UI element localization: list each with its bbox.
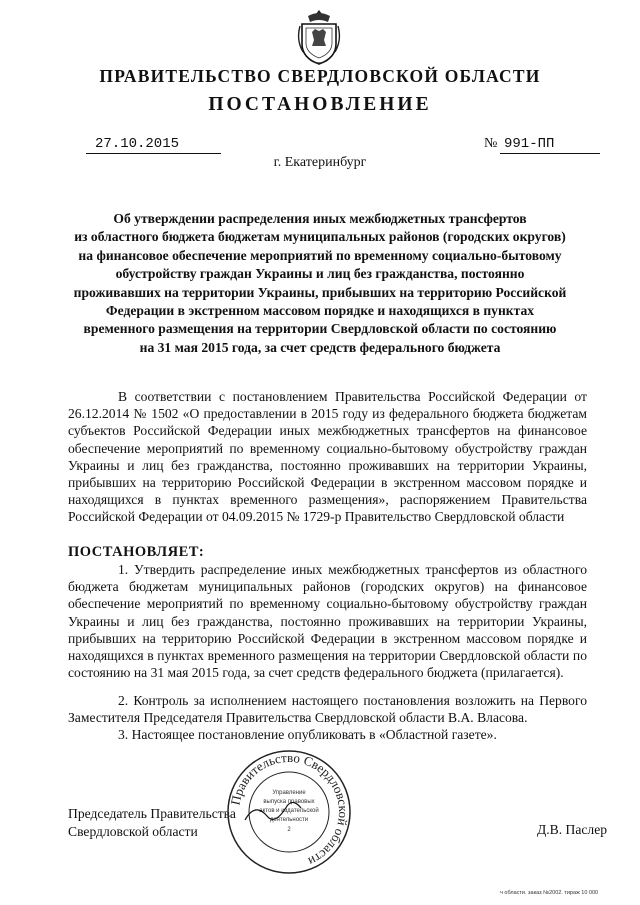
document-type: ПОСТАНОВЛЕНИЕ xyxy=(208,94,432,115)
coat-of-arms-emblem xyxy=(296,8,342,68)
stamp-inner-line: актов и издательской xyxy=(259,808,319,814)
stamp-inner-line: Управление xyxy=(272,790,306,796)
title-line: Федерации в экстренном массовом порядке и находящихся в пунктах xyxy=(105,303,535,319)
title-line: проживавших на территории Украины, прибывших на территорию Российской xyxy=(73,284,567,300)
government-name: ПРАВИТЕЛЬСТВО СВЕРДЛОВСКОЙ ОБЛАСТИ xyxy=(99,66,541,86)
print-footer: ч области. заказ №2002. тираж 10 000 xyxy=(500,890,599,896)
title-line: на 31 мая 2015 года, за счет средств федерального бюджета xyxy=(139,339,501,355)
number-sign: № xyxy=(484,136,498,151)
signatory-name: Д.В. Паслер xyxy=(537,822,608,837)
document-date: 27.10.2015 xyxy=(95,136,180,152)
item-3-paragraph: 3. Настоящее постановление опубликовать в «Областной газете». xyxy=(118,727,497,742)
item-2-paragraph: 2. Контроль за исполнением настоящего постановления возложить на Первого Заместителя Председателя Правительства Свердловской области В.А. Власова. xyxy=(68,693,587,726)
resolves-heading: ПОСТАНОВЛЯЕТ: xyxy=(68,544,205,560)
signatory-position xyxy=(68,805,236,841)
item-1-paragraph: 1. Утвердить распределение иных межбюджетных трансфертов из областного бюджета бюджетам муниципальных районов (городских округов) на финансовое обеспечение мероприятий по временному социально-бытовому обустройству граждан Украины и лиц без гражданства, постоянно проживавших на территории Украины, прибывших на территорию Российской Федерации в экстренном массовом порядке и находящихся в пунктах временного размещения на территории Свердловской области по состоянию на 31 мая 2015 года, за счет средств федерального бюджета (прилагается). xyxy=(68,562,587,681)
document-title xyxy=(60,210,580,357)
stamp-inner-number: 2 xyxy=(287,827,291,833)
preamble-paragraph: В соответствии с постановлением Правительства Российской Федерации от 26.12.2014 № 1502 «О предоставлении в 2015 году из федерального бюджета бюджетам субъектов Российской Федерации иных межбюджетных трансфертов на финансовое обеспечение мероприятий по временному социально-бытовому обустройству граждан Украины и лиц без гражданства, постоянно проживавших на территории Украины, прибывших на территорию Российской Федерации в экстренном массовом порядке и находящихся в пунктах временного размещения», распоряжением Правительства Российской Федерации от 04.09.2015 № 1729-р Правительство Свердловской области xyxy=(68,389,587,525)
signatory-position-line: Председатель Правительства xyxy=(68,806,236,821)
number-underline xyxy=(500,153,600,154)
document-number: 991-ПП xyxy=(504,136,555,152)
official-stamp xyxy=(225,748,353,876)
title-line: обустройству граждан Украины и лиц без гражданства, постоянно xyxy=(115,266,525,282)
title-line: Об утверждении распределения иных межбюджетных трансфертов xyxy=(113,211,527,226)
stamp-inner-line: деятельности xyxy=(269,817,309,823)
signatory-position-line: Свердловской области xyxy=(68,824,198,839)
date-underline xyxy=(86,153,221,154)
stamp-outer-text: Правительство Свердловской области xyxy=(227,749,352,870)
city: г. Екатеринбург xyxy=(273,155,367,170)
title-line: временного размещения на территории Свердловской области по состоянию xyxy=(83,321,557,337)
title-line: из областного бюджета бюджетам муниципальных районов (городских округов) xyxy=(74,229,566,245)
stamp-inner-line: выпуска правовых xyxy=(263,799,315,805)
title-line: на финансовое обеспечение мероприятий по временному социально-бытовому xyxy=(78,247,562,263)
